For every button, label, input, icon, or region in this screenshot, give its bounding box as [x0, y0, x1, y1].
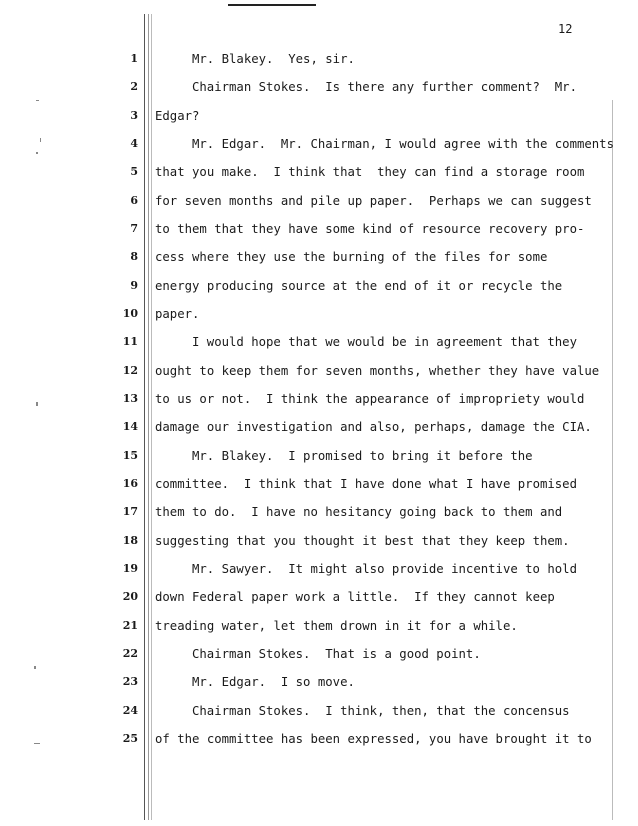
scan-speck	[40, 138, 41, 142]
line-number: 22	[122, 646, 138, 660]
page-number: 12	[558, 22, 573, 36]
transcript-line: Mr. Blakey. I promised to bring it before the	[192, 448, 533, 463]
line-number: 21	[122, 618, 138, 632]
transcript-line: that you make. I think that they can find a storage room	[155, 165, 585, 180]
transcript-line: treading water, let them drown in it for a while.	[155, 618, 518, 633]
transcript-body	[155, 50, 625, 758]
line-number: 13	[122, 391, 138, 405]
line-number: 24	[122, 703, 138, 717]
transcript-line: Chairman Stokes. That is a good point.	[192, 646, 481, 661]
left-margin-rule	[144, 14, 145, 820]
line-number: 9	[130, 278, 138, 292]
transcript-line: Mr. Edgar. I so move.	[192, 675, 355, 690]
transcript-line: of the committee has been expressed, you have brought it to	[155, 731, 592, 746]
line-number: 20	[122, 590, 138, 604]
transcript-line: suggesting that you thought it best that they keep them.	[155, 533, 570, 548]
line-number: 11	[122, 335, 138, 349]
scan-speck	[34, 743, 40, 744]
transcript-line: paper.	[155, 306, 200, 321]
transcript-line: Edgar?	[155, 108, 200, 123]
top-rule	[228, 4, 316, 6]
transcript-line: to them that they have some kind of resource recovery pro-	[155, 221, 585, 236]
transcript-line: energy producing source at the end of it or recycle the	[155, 278, 563, 293]
line-number: 3	[130, 108, 138, 122]
line-number: 14	[122, 420, 138, 434]
transcript-line: Chairman Stokes. Is there any further comment? Mr.	[192, 80, 577, 95]
transcript-line: Mr. Blakey. Yes, sir.	[192, 52, 355, 66]
line-number: 8	[130, 250, 138, 264]
transcript-line: Mr. Sawyer. It might also provide incentive to hold	[192, 561, 577, 576]
scan-speck	[36, 152, 38, 154]
transcript-line: committee. I think that I have done what I have promised	[155, 476, 577, 491]
transcript-line: for seven months and pile up paper. Perhaps we can suggest	[155, 193, 592, 208]
line-number: 12	[122, 363, 138, 377]
transcript-line: Chairman Stokes. I think, then, that the concensus	[192, 703, 570, 718]
transcript-line: them to do. I have no hesitancy going back to them and	[155, 505, 563, 520]
line-number-column	[108, 50, 138, 758]
line-number: 19	[122, 561, 138, 575]
transcript-line: damage our investigation and also, perhaps, damage the CIA.	[155, 420, 592, 435]
transcript-line: cess where they use the burning of the files for some	[155, 250, 548, 265]
line-number: 16	[122, 476, 138, 490]
transcript-line: to us or not. I think the appearance of impropriety would	[155, 391, 585, 406]
line-number: 23	[122, 675, 138, 689]
transcript-line: Mr. Edgar. Mr. Chairman, I would agree with the comments	[192, 136, 614, 151]
line-number: 1	[130, 52, 138, 65]
scan-speck	[36, 402, 38, 406]
left-margin-rule	[151, 14, 152, 820]
transcript-line: down Federal paper work a little. If they cannot keep	[155, 590, 555, 605]
line-number: 25	[122, 731, 138, 745]
transcript-line: ought to keep them for seven months, whether they have value	[155, 363, 600, 378]
line-number: 10	[122, 306, 138, 320]
transcript-line: I would hope that we would be in agreement that they	[192, 335, 577, 350]
line-number: 6	[130, 193, 138, 207]
line-number: 17	[122, 505, 138, 519]
line-number: 4	[130, 136, 138, 150]
line-number: 15	[122, 448, 138, 462]
scan-speck	[36, 100, 39, 101]
line-number: 7	[130, 221, 138, 235]
line-number: 5	[130, 165, 138, 179]
left-margin-rule	[148, 14, 149, 820]
line-number: 18	[122, 533, 138, 547]
scan-speck	[34, 666, 36, 669]
line-number: 2	[130, 80, 138, 94]
